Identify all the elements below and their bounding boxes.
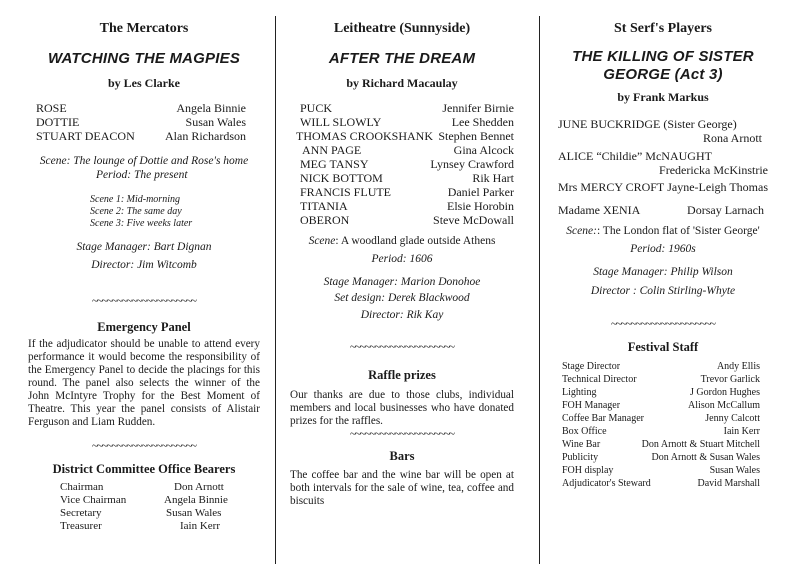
staff-role: Wine Bar — [562, 439, 601, 450]
committee-name: Angela Binnie — [164, 494, 228, 506]
staff-role: FOH Manager — [562, 400, 621, 411]
scene-time: Scene 3: Five weeks later — [90, 218, 193, 229]
staff-role: Coffee Bar Manager — [562, 413, 645, 424]
period: Period: 1606 — [371, 253, 433, 265]
scene-time: Scene 2: The same day — [90, 206, 182, 217]
programme-column-mercators — [28, 0, 260, 565]
director: Director: Rik Kay — [360, 309, 444, 321]
play-author: by Les Clarke — [108, 76, 180, 90]
cast-role: ANN PAGE — [302, 143, 362, 157]
staff-name: Andy Ellis — [716, 361, 760, 372]
staff-role: Box Office — [562, 426, 607, 437]
cast-role: PUCK — [300, 101, 333, 115]
raffle-text: Our thanks are due to those clubs, individual members and local businesses who have donated prizes for the raffles. — [290, 389, 514, 427]
staff-name: J Gordon Hughes — [690, 387, 760, 398]
staff-name: Don Arnott & Stuart Mitchell — [641, 439, 760, 450]
programme-column-leitheatre — [290, 0, 514, 565]
staff-role: Adjudicator's Steward — [562, 478, 651, 489]
cast-actor: Daniel Parker — [447, 185, 514, 199]
scene-text: : A woodland glade outside Athens — [335, 235, 496, 247]
committee-role: Chairman — [60, 481, 104, 493]
cast-role: THOMAS CROOKSHANK — [296, 129, 434, 143]
cast-actor: Jayne-Leigh Thomas — [667, 180, 768, 194]
scene-text: : The London flat of 'Sister George' — [596, 225, 760, 237]
committee-role: Vice Chairman — [60, 494, 127, 506]
scene-setting — [290, 235, 514, 247]
cast-actor: Rik Hart — [472, 171, 514, 185]
scene-label: Scene: — [566, 225, 597, 237]
staff-role: Technical Director — [562, 374, 637, 385]
director: Director: Jim Witcomb — [91, 259, 197, 271]
cast-actor: Susan Wales — [185, 115, 246, 129]
staff-name: Don Arnott & Susan Wales — [651, 452, 760, 463]
staff-name: David Marshall — [697, 478, 760, 489]
bars-heading: Bars — [389, 449, 415, 463]
cast-role: Madame XENIA — [558, 203, 641, 217]
tilde-divider: ~~~~~~~~~~~~~~~~~~~~~ — [92, 440, 196, 452]
director: Director : Colin Stirling-Whyte — [590, 285, 736, 297]
staff-name: Jenny Calcott — [705, 413, 760, 424]
play-author: by Richard Macaulay — [346, 76, 458, 90]
cast-role: ALICE “Childie” McNAUGHT — [558, 149, 712, 163]
period: Period: The present — [96, 169, 188, 181]
club-name: Leitheatre (Sunnyside) — [333, 21, 471, 36]
set-design: Set design: Derek Blackwood — [334, 292, 470, 304]
staff-role: Stage Director — [562, 361, 621, 372]
play-title-line2: GEORGE (Act 3) — [603, 66, 723, 83]
cast-actor: Lynsey Crawford — [430, 157, 514, 171]
play-title: AFTER THE DREAM — [328, 50, 476, 67]
club-name: The Mercators — [99, 21, 189, 36]
cast-role: STUART DEACON — [36, 129, 135, 143]
staff-role: Publicity — [562, 452, 599, 463]
cast-role: OBERON — [300, 213, 350, 227]
cast-role: ROSE — [36, 101, 67, 115]
bars-text: The coffee bar and the wine bar will be open at both intervals for the sale of wine, tea, coffee and biscuits — [290, 469, 514, 507]
scene-setting — [558, 225, 768, 237]
tilde-divider: ~~~~~~~~~~~~~~~~~~~~~ — [350, 341, 454, 353]
scene-time: Scene 1: Mid-morning — [90, 194, 180, 205]
stage-manager: Stage Manager: Bart Dignan — [76, 241, 212, 253]
cast-actor: Rona Arnott — [703, 131, 762, 145]
stage-manager: Stage Manager: Marion Donohoe — [323, 276, 481, 288]
cast-actor: Angela Binnie — [176, 101, 246, 115]
committee-role: Treasurer — [60, 520, 102, 532]
committee-name: Iain Kerr — [180, 520, 221, 532]
column-divider-right — [539, 16, 540, 564]
cast-role: TITANIA — [300, 199, 348, 213]
stage-manager: Stage Manager: Philip Wilson — [593, 266, 733, 278]
cast-role: MEG TANSY — [300, 157, 369, 171]
committee-heading: District Committee Office Bearers — [52, 462, 236, 476]
column-divider-left — [275, 16, 276, 564]
staff-heading: Festival Staff — [627, 340, 699, 354]
club-name: St Serf's Players — [614, 21, 712, 36]
staff-role: Lighting — [562, 387, 597, 398]
scene-setting: Scene: The lounge of Dottie and Rose's home — [39, 155, 249, 167]
committee-name: Susan Wales — [166, 507, 222, 519]
play-title: WATCHING THE MAGPIES — [47, 50, 241, 67]
emergency-panel-heading: Emergency Panel — [97, 320, 191, 334]
period: Period: 1960s — [630, 243, 696, 255]
cast-actor: Gina Alcock — [453, 143, 514, 157]
play-title-line1: THE KILLING OF SISTER — [572, 48, 754, 65]
tilde-divider: ~~~~~~~~~~~~~~~~~~~~~ — [92, 295, 196, 307]
cast-actor: Alan Richardson — [165, 129, 246, 143]
staff-role: FOH display — [562, 465, 614, 476]
cast-actor: Jennifer Birnie — [442, 101, 514, 115]
cast-role: Mrs MERCY CROFT — [558, 180, 665, 194]
cast-role: NICK BOTTOM — [300, 171, 383, 185]
cast-actor: Lee Shedden — [451, 115, 514, 129]
cast-actor: Stephen Bennet — [438, 129, 514, 143]
play-author: by Frank Markus — [617, 90, 709, 104]
cast-role: FRANCIS FLUTE — [300, 185, 392, 199]
emergency-panel-text: If the adjudicator should be unable to attend every performance it would become the responsibility of the Emergency Panel to decide the placings for this round. The panel also selects the winner of the John McIntyre Trophy for the Best Moment of Theatre. This year the panel consists of Alistair Ferguson and Liam Rudden. — [28, 338, 260, 428]
committee-role: Secretary — [60, 507, 102, 519]
raffle-heading: Raffle prizes — [368, 368, 436, 382]
cast-role: JUNE BUCKRIDGE (Sister George) — [558, 117, 737, 131]
staff-name: Iain Kerr — [723, 426, 760, 437]
cast-actor: Fredericka McKinstrie — [659, 163, 768, 177]
cast-actor: Steve McDowall — [433, 213, 514, 227]
tilde-divider: ~~~~~~~~~~~~~~~~~~~~~ — [350, 428, 454, 440]
cast-role: DOTTIE — [36, 115, 80, 129]
staff-name: Alison McCallum — [688, 400, 760, 411]
committee-name: Don Arnott — [174, 481, 224, 493]
staff-name: Susan Wales — [709, 465, 760, 476]
scene-label: Scene — [308, 235, 336, 247]
tilde-divider: ~~~~~~~~~~~~~~~~~~~~~ — [611, 318, 715, 330]
cast-role: WILL SLOWLY — [300, 115, 382, 129]
cast-actor: Elsie Horobin — [447, 199, 514, 213]
cast-actor: Dorsay Larnach — [687, 203, 764, 217]
staff-name: Trevor Garlick — [700, 374, 760, 385]
programme-column-st-serfs — [558, 0, 768, 565]
